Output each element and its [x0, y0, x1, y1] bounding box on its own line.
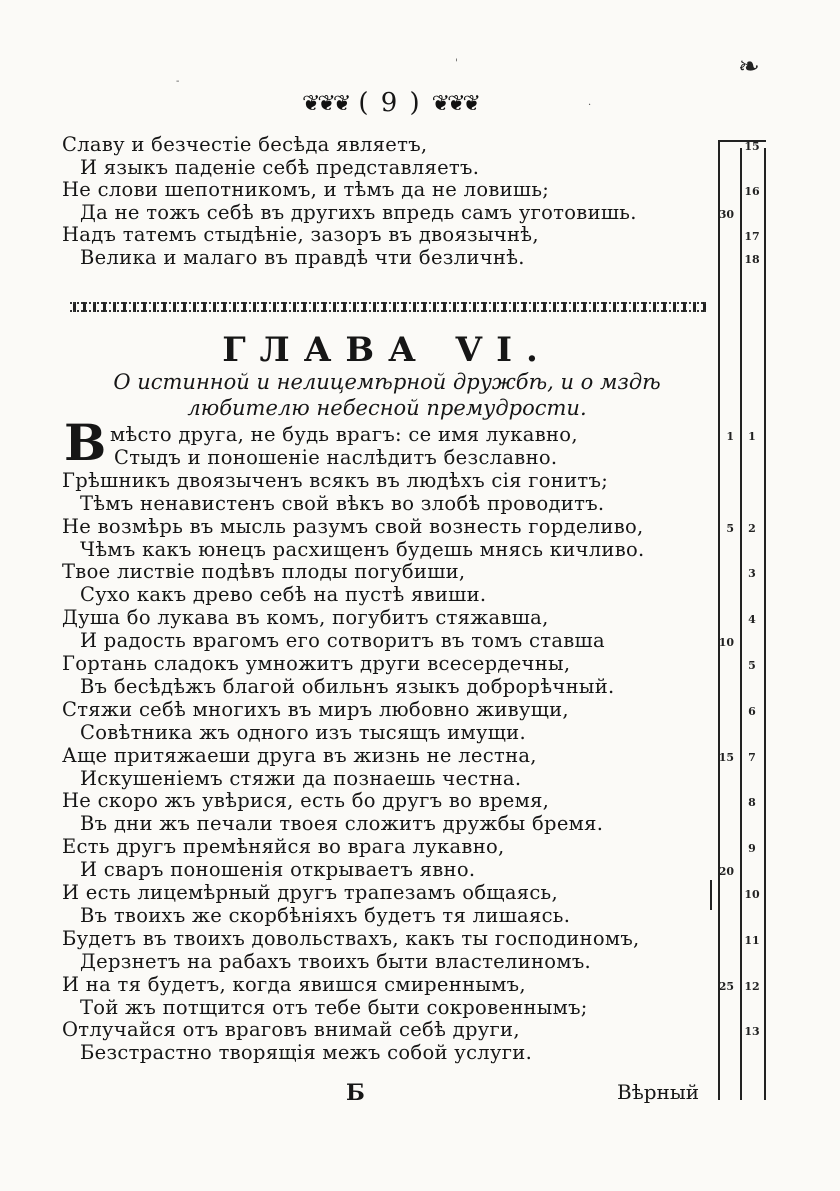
verse-line: И есть лицемѣрный другъ трапезамъ общаясь,	[62, 881, 558, 904]
margin-number: 1	[726, 430, 734, 443]
verse-line: Да не тожъ себѣ въ другихъ впредь самъ уготовишь.	[80, 200, 637, 224]
verse-line: Въ бесѣдѣжъ благой обильнъ языкъ доброрѣчный.	[80, 674, 615, 698]
verse-line: Стяжи себѣ многихъ въ миръ любовно живущи,	[62, 697, 569, 721]
margin-number: 6	[748, 704, 756, 718]
chapter-subtitle-line-2: любителю небесной премудрости.	[187, 396, 587, 420]
ornamental-divider	[70, 302, 706, 312]
catchword: Вѣрный	[617, 1080, 700, 1104]
margin-number: 25	[718, 979, 734, 993]
drop-cap: В	[64, 413, 107, 472]
corner-ornament-icon: ❧	[738, 52, 760, 82]
verse-line: Грѣшникъ двоязыченъ всякъ въ людѣхъ сія гонитъ;	[62, 468, 609, 492]
margin-number: 17	[744, 230, 760, 244]
verse-line: Не слови шепотникомъ, и тѣмъ да не ловишь;	[62, 178, 550, 202]
verse-line: Въ дни жъ печали твоея сложитъ дружбы бремя.	[80, 812, 604, 836]
chapter-subtitle-line-1: О истинной и нелицемѣрной дружбѣ, и о мздѣ	[113, 370, 661, 394]
margin-number: 12	[744, 979, 760, 993]
margin-tick	[710, 880, 712, 910]
margin-number: 5	[748, 659, 756, 672]
verse-line: Велика и малаго въ правдѣ чти безличнѣ.	[80, 246, 525, 269]
header-ornament-right-icon: ❦❦❦	[431, 91, 478, 117]
margin-number: 10	[744, 888, 760, 901]
verse-line: Чѣмъ какъ юнецъ расхищенъ будешь мнясь кичливо.	[80, 537, 645, 561]
verse-line: Стыдъ и поношеніе наслѣдитъ безславно.	[114, 445, 558, 469]
verse-line: И языкъ паденіе себѣ представляетъ.	[80, 155, 480, 179]
verse-line: Совѣтника жъ одного изъ тысящъ имущи.	[80, 720, 526, 744]
print-speck: ·	[588, 100, 592, 111]
verse-line: Тѣмъ ненавистенъ свой вѣкъ во злобѣ проводитъ.	[80, 491, 605, 515]
margin-number: 3	[748, 567, 756, 581]
verse-line: Славу и безчестіе бесѣда являетъ,	[62, 133, 428, 156]
verse-line: Искушеніемъ стяжи да познаешь честна.	[80, 766, 522, 790]
verse-line: Сухо какъ древо себѣ на пустѣ явиши.	[80, 583, 487, 607]
chapter-title: ГЛАВА VI.	[222, 330, 552, 370]
verse-line: Дерзнетъ на рабахъ твоихъ быти властелиномъ.	[80, 949, 592, 973]
margin-number: 18	[744, 253, 760, 266]
margin-number: 5	[726, 521, 734, 535]
margin-rule-left	[718, 140, 720, 1100]
verse-line: Аще притяжаеши друга въ жизнь не лестна,	[62, 743, 537, 767]
verse-line: Той жъ потщится отъ тебе быти сокровеннымъ;	[80, 995, 588, 1019]
signature-mark: Б	[346, 1080, 365, 1106]
verse-line: И на тя будетъ, когда явишся смиреннымъ,	[62, 972, 526, 996]
margin-number: 9	[748, 842, 756, 856]
verse-line: Безстрастно творящія межъ собой услуги.	[80, 1041, 533, 1065]
verse-line: Не возмѣрь въ мысль разумъ свой вознесть горделиво,	[62, 514, 644, 538]
margin-number: 30	[718, 207, 734, 221]
margin-number: 13	[744, 1025, 760, 1039]
verse-line: И радость врагомъ его сотворитъ въ томъ ставша	[80, 629, 605, 653]
margin-number: 7	[748, 750, 756, 764]
header-ornament-left-icon: ❦❦❦	[302, 91, 349, 117]
margin-number: 2	[748, 521, 756, 535]
margin-number: 16	[744, 185, 760, 199]
margin-number: 1	[748, 430, 756, 443]
verse-line: мѣсто друга, не будь врагъ: се имя лукавно,	[110, 423, 578, 446]
margin-number: 10	[718, 636, 734, 650]
print-speck: '	[455, 58, 458, 69]
margin-number: 8	[748, 796, 756, 810]
verse-line: Въ твоихъ же скорбѣніяхъ будетъ тя лишаясь.	[80, 903, 571, 927]
verse-line: Не скоро жъ увѣрися, есть бо другъ во время,	[62, 789, 550, 813]
verse-line: Твое листвіе подѣвъ плоды погубиши,	[62, 560, 466, 584]
print-speck: -	[176, 76, 180, 87]
margin-number: 15	[744, 140, 760, 153]
verse-line: И сваръ поношенія открываетъ явно.	[80, 858, 476, 882]
margin-number: 15	[718, 750, 734, 764]
verse-line: Надъ татемъ стыдѣніе, зазоръ въ двоязычнѣ,	[62, 223, 539, 247]
margin-number: 20	[718, 865, 734, 879]
page-number: ( 9 )	[358, 88, 422, 118]
margin-number: 4	[748, 613, 756, 627]
verse-line: Будетъ въ твоихъ довольствахъ, какъ ты господиномъ,	[62, 926, 640, 950]
page-header	[290, 88, 490, 118]
verse-line: Есть другъ премѣняйся во врага лукавно,	[62, 835, 505, 859]
verse-line: Гортань сладокъ умножитъ други всесердечны,	[62, 652, 571, 675]
verse-line: Душа бо лукава въ комъ, погубитъ стяжавша,	[62, 606, 549, 630]
margin-number: 11	[744, 933, 760, 947]
verse-line: Отлучайся отъ враговъ внимай себѣ други,	[62, 1018, 520, 1042]
